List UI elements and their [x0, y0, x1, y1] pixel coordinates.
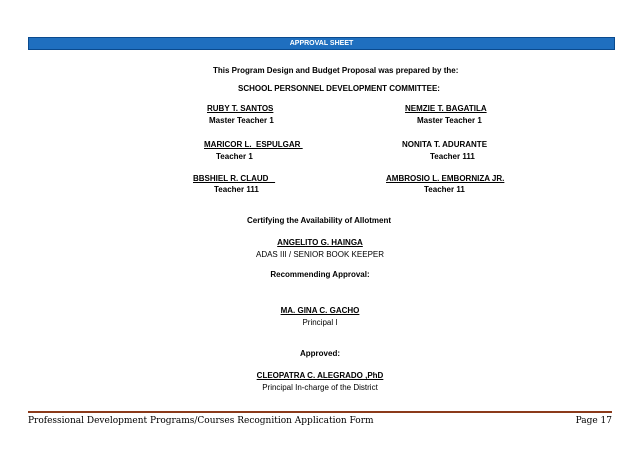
signatory-name-right-3: AMBROSIO L. EMBORNIZA JR. [386, 174, 505, 183]
signatory-title-left-3: Teacher 111 [214, 185, 259, 194]
signatory-name-left-1: RUBY T. SANTOS [207, 104, 274, 113]
signatory-title-right-2: Teacher 111 [430, 152, 475, 161]
signatory-title-left-1: Master Teacher 1 [209, 116, 274, 125]
signatory-name-left-3: BBSHIEL R. CLAUD [193, 174, 276, 183]
approved-heading: Approved: [300, 349, 340, 358]
signatory-name-right-1: NEMZIE T. BAGATILA [405, 104, 487, 113]
signatory-title-right-3: Teacher 11 [424, 185, 465, 194]
prepared-by-text: This Program Design and Budget Proposal was prepared by the: [213, 66, 459, 75]
footer-page-number: Page 17 [575, 416, 612, 426]
certifying-heading: Certifying the Availability of Allotment [246, 216, 392, 225]
recommending-heading: Recommending Approval: [270, 270, 370, 279]
signatory-name-left-2: MARICOR L. ESPULGAR [204, 140, 303, 149]
footer-form-title: Professional Development Programs/Courses Recognition Application Form [28, 416, 374, 426]
certifying-name: ANGELITO G. HAINGA [277, 238, 363, 247]
committee-heading: SCHOOL PERSONNEL DEVELOPMENT COMMITTEE: [238, 84, 440, 93]
approved-title: Principal In-charge of the District [262, 383, 378, 392]
approved-name: CLEOPATRA C. ALEGRADO ,PhD [256, 371, 384, 380]
approval-sheet-banner: APPROVAL SHEET [28, 37, 615, 50]
recommending-name: MA. GINA C. GACHO [280, 306, 360, 315]
signatory-title-right-1: Master Teacher 1 [417, 116, 482, 125]
certifying-title: ADAS III / SENIOR BOOK KEEPER [255, 250, 385, 259]
signatory-title-left-2: Teacher 1 [216, 152, 253, 161]
signatory-name-right-2: NONITA T. ADURANTE [402, 140, 488, 149]
footer-rule [28, 411, 612, 413]
recommending-title: Principal I [302, 318, 338, 327]
